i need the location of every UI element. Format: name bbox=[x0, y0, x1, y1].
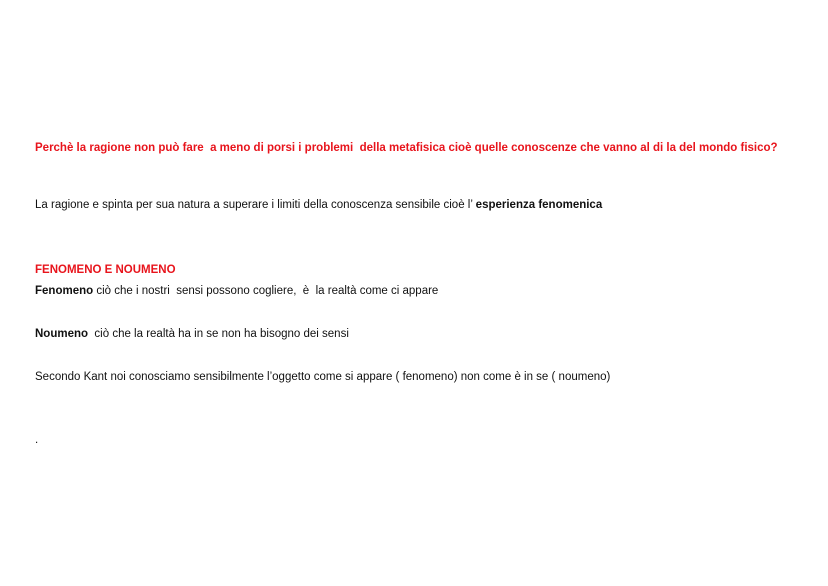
definition-noumeno-text: ciò che la realtà ha in se non ha bisogno dei sensi bbox=[88, 328, 349, 340]
paragraph-kant: Secondo Kant noi conosciamo sensibilmente l’oggetto come si appare ( fenomeno) non come è in se ( noumeno) bbox=[35, 371, 611, 383]
definition-fenomeno bbox=[35, 285, 795, 298]
paragraph-ragione-bold: esperienza fenomenica bbox=[475, 199, 603, 211]
trailing-dot: . bbox=[35, 434, 39, 446]
term-noumeno: Noumeno bbox=[35, 328, 89, 340]
paragraph-ragione bbox=[35, 199, 795, 212]
paragraph-ragione-text: La ragione e spinta per sua natura a superare i limiti della conoscenza sensibile cioè l’ bbox=[35, 199, 476, 211]
question-heading: Perchè la ragione non può fare a meno di porsi i problemi della metafisica cioè quelle conoscenze che vanno al di la del mondo fisico? bbox=[35, 142, 778, 154]
term-fenomeno: Fenomeno bbox=[35, 285, 94, 297]
definition-fenomeno-text: ciò che i nostri sensi possono cogliere, è la realtà come ci appare bbox=[93, 285, 439, 297]
definition-noumeno bbox=[35, 328, 795, 341]
section-heading: FENOMENO E NOUMENO bbox=[35, 264, 176, 276]
